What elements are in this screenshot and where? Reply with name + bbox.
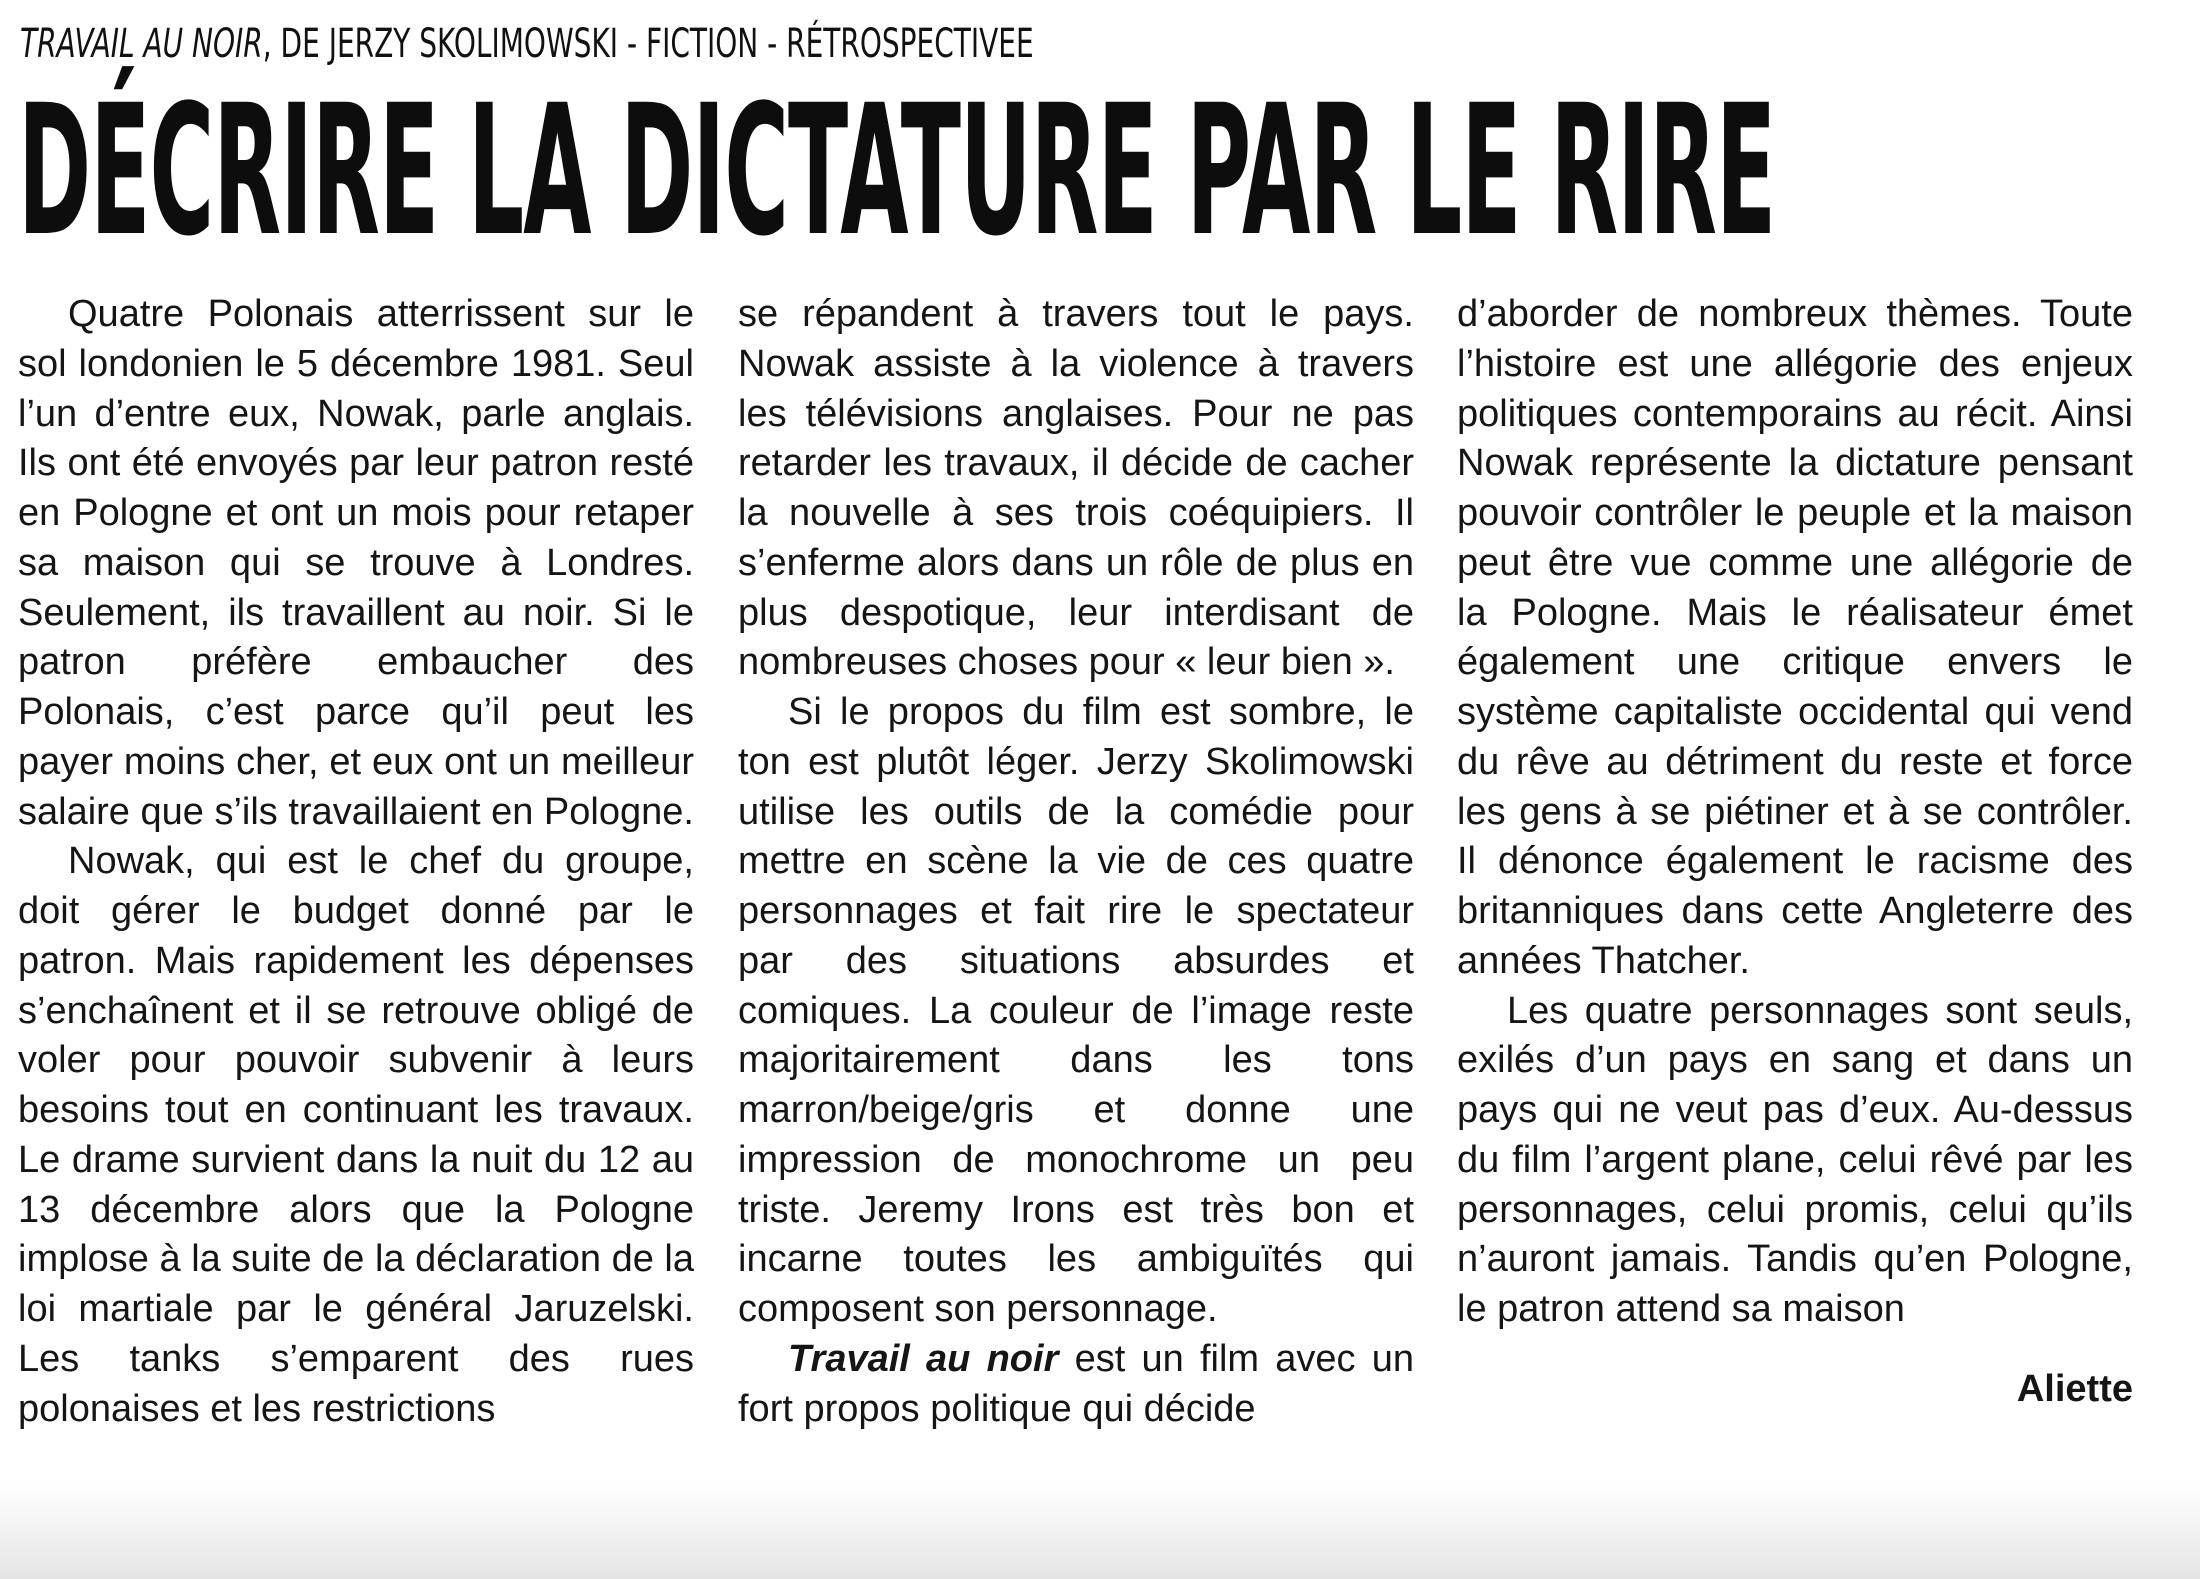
- paragraph: Si le propos du film est sombre, le ton est plutôt léger. Jerzy Skolimowski utilise les outils de la comédie pour mettre en scène la vie de ces quatre personnages et fait rire le spectateur par des situations absurdes et comiques. La couleur de l’image reste majoritairement dans les tons marron/beige/gris et donne une impression de monochrome un peu triste. Jeremy Irons est très bon et incarne toutes les ambiguïtés qui composent son personnage.: [738, 691, 1414, 1330]
- paragraph: [738, 1335, 1414, 1435]
- article-column-2: [738, 290, 1414, 1434]
- author-signature: Aliette: [2016, 1367, 2133, 1410]
- page-bottom-shadow: [0, 1484, 2200, 1579]
- paragraph: Nowak, qui est le chef du groupe, doit gérer le budget donné par le patron. Mais rapidement les dépenses s’enchaînent et il se retrouve obligé de voler pour pouvoir subvenir à leurs besoins tout en continuant les travaux. Le drame survient dans la nuit du 12 au 13 décembre alors que la Pologne implose à la suite de la déclaration de la loi martiale par le général Jaruzelski. Les tanks s’emparent des rues polonaises et les restrictions: [18, 840, 694, 1430]
- paragraph-text: est un film avec un fort propos politique qui décide: [738, 1337, 1415, 1430]
- kicker-details: , DE JERZY SKOLIMOWSKI - FICTION - RÉTROSPECTIVEE: [262, 21, 1034, 67]
- paragraph: se répandent à travers tout le pays. Nowak assiste à la violence à travers les télévisions anglaises. Pour ne pas retarder les travaux, il décide de cacher la nouvelle à ses trois coéquipiers. Il s’enferme alors dans un rôle de plus en plus despotique, leur interdisant de nombreuses choses pour « leur bien ».: [738, 293, 1414, 684]
- article-column-1: [18, 290, 694, 1434]
- paragraph: Les quatre personnages sont seuls, exilés d’un pays en sang et dans un pays qui ne veut pas d’eux. Au-dessus du film l’argent plane, celui rêvé par les personnages, celui promis, celui qu’ils n’auront jamais. Tandis qu’en Pologne, le patron attend sa maison: [1457, 989, 2133, 1330]
- article-kicker: [20, 14, 1034, 74]
- article-column-3: [1457, 290, 2133, 1415]
- film-title-reference: Travail au noir: [788, 1337, 1059, 1380]
- kicker-film-title: TRAVAIL AU NOIR: [20, 21, 263, 67]
- paragraph: Quatre Polonais atterrissent sur le sol londonien le 5 décembre 1981. Seul l’un d’entre eux, Nowak, parle anglais. Ils ont été envoyés par leur patron resté en Pologne et ont un mois pour retaper sa maison qui se trouve à Londres. Seulement, ils travaillent au noir. Si le patron préfère embaucher des Polonais, c’est parce qu’il peut les payer moins cher, et eux ont un meilleur salaire que s’ils travaillaient en Pologne.: [18, 293, 694, 833]
- paragraph: d’aborder de nombreux thèmes. Toute l’histoire est une allégorie des enjeux politiques contemporains au récit. Ainsi Nowak représente la dictature pensant pouvoir contrôler le peuple et la maison peut être vue comme une allégorie de la Pologne. Mais le réalisateur émet également une critique envers le système capitaliste occidental qui vend du rêve au détriment du reste et force les gens à se piétiner et à se contrôler. Il dénonce également le racisme des britanniques dans cette Angleterre des années Thatcher.: [1457, 293, 2133, 982]
- article-headline: DÉCRIRE LA DICTATURE PAR LE RIRE: [18, 67, 1776, 276]
